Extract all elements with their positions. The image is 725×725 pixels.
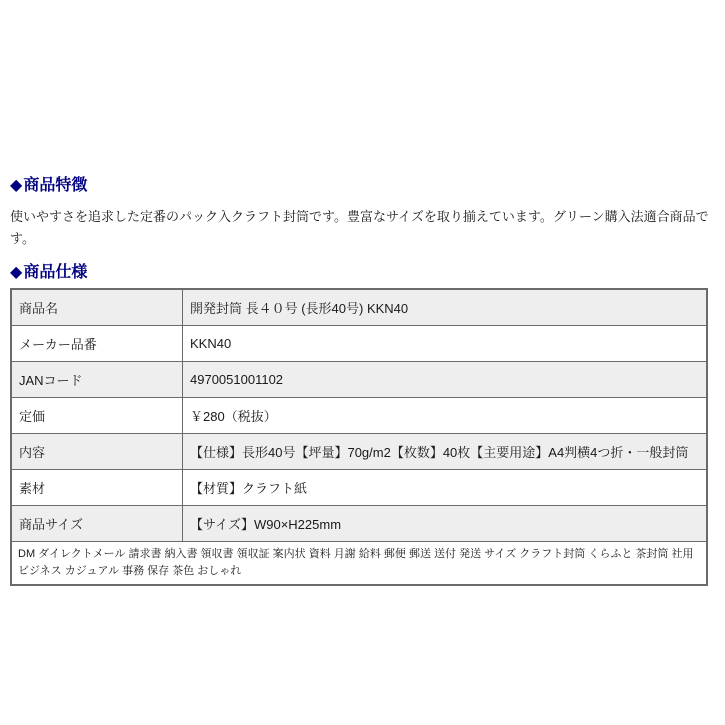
features-heading — [10, 176, 715, 195]
specs-table — [10, 288, 708, 586]
spec-row-manufacturer-code — [11, 326, 707, 362]
spec-label: JANコード — [11, 362, 183, 398]
spec-value: 4970051001102 — [183, 362, 708, 398]
spec-label: 内容 — [11, 434, 183, 470]
spec-label: 素材 — [11, 470, 183, 506]
spec-value: 開発封筒 長４０号 (長形40号) KKN40 — [183, 289, 708, 326]
features-text: 使いやすさを追求した定番のパック入クラフト封筒です。豊富なサイズを取り揃えています。グリーン購入法適合商品です。 — [10, 209, 709, 246]
spec-row-list-price — [11, 398, 707, 434]
diamond-bullet-icon: ◆ — [10, 264, 23, 281]
spec-label: メーカー品番 — [11, 326, 183, 362]
spec-row-product-size — [11, 506, 707, 542]
spec-label: 定価 — [11, 398, 183, 434]
spec-row-contents — [11, 434, 707, 470]
spec-label: 商品サイズ — [11, 506, 183, 542]
features-heading-label: 商品特徴 — [23, 177, 88, 194]
spec-row-keywords — [11, 542, 707, 586]
diamond-bullet-icon: ◆ — [10, 177, 23, 194]
keywords-text: DM ダイレクトメール 請求書 納入書 領収書 領収証 案内状 資料 月謝 給料 郵便 郵送 送付 発送 サイズ クラフト封筒 くらふと 茶封筒 社用 ビジネス カジュアル 事務 保存 茶色 おしゃれ — [11, 542, 707, 586]
spec-value: 【材質】クラフト紙 — [183, 470, 708, 506]
spec-row-material — [11, 470, 707, 506]
specs-heading — [10, 263, 715, 282]
spec-value: ￥280（税抜） — [183, 398, 708, 434]
spec-value: KKN40 — [183, 326, 708, 362]
spec-row-jan-code — [11, 362, 707, 398]
spec-value: 【仕様】長形40号【坪量】70g/m2【枚数】40枚【主要用途】A4判横4つ折・一般封筒 — [183, 434, 708, 470]
specs-heading-label: 商品仕様 — [23, 264, 88, 281]
spec-label: 商品名 — [11, 289, 183, 326]
spec-value: 【サイズ】W90×H225mm — [183, 506, 708, 542]
spec-row-product-name — [11, 289, 707, 326]
